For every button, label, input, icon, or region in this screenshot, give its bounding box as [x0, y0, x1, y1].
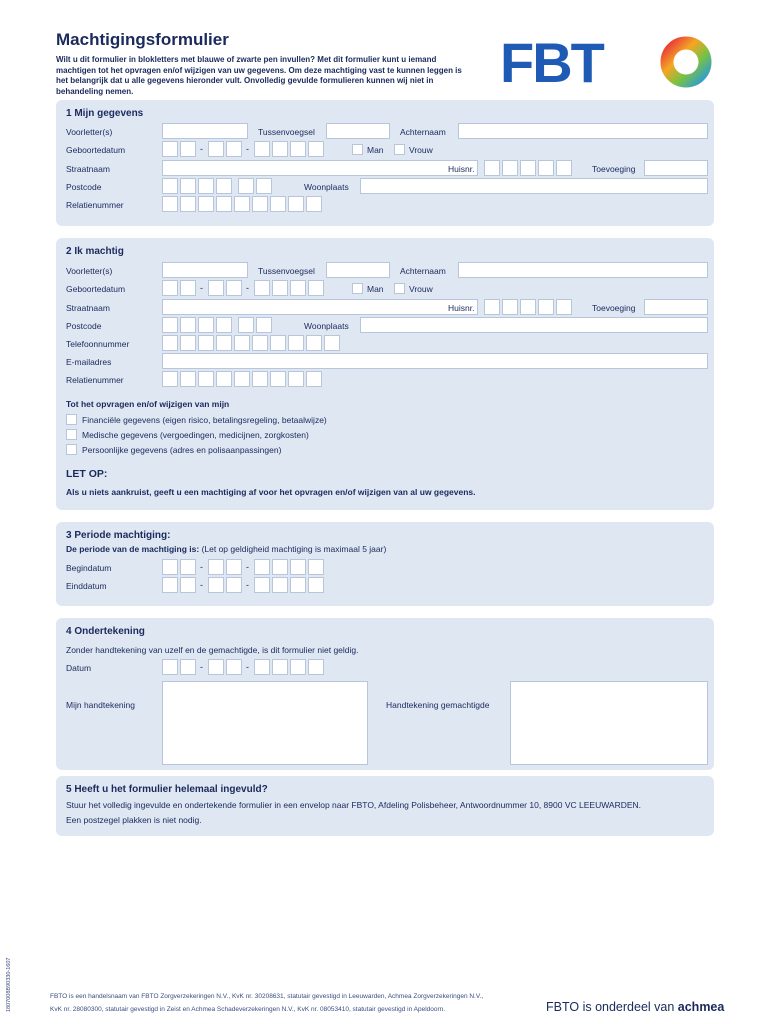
date-cell[interactable] [272, 559, 288, 575]
relatienummer-cell[interactable] [162, 196, 178, 212]
voorletters-input[interactable] [162, 262, 248, 278]
section-ik-machtig [56, 238, 714, 510]
letop-title: LET OP: [66, 468, 108, 480]
voorletters-input[interactable] [162, 123, 248, 139]
relatienummer-cell[interactable] [252, 371, 268, 387]
date-cell[interactable] [272, 280, 288, 296]
datum-label: Datum [66, 663, 92, 673]
straatnaam-input[interactable] [162, 160, 478, 176]
telefoon-cell[interactable] [270, 335, 286, 351]
date-separator: - [246, 562, 249, 572]
date-cell[interactable] [208, 577, 224, 593]
date-cell[interactable] [290, 141, 306, 157]
financiele-label: Financiële gegevens (eigen risico, betalingsregeling, betaalwijze) [82, 415, 327, 425]
section-5-title: 5 Heeft u het formulier helemaal ingevuld? [66, 784, 268, 795]
section-ingevuld [56, 776, 714, 836]
relatienummer-cell[interactable] [216, 371, 232, 387]
postcode-cell[interactable] [216, 317, 232, 333]
medische-checkbox[interactable] [66, 429, 77, 440]
huisnr-cell[interactable] [520, 160, 536, 176]
huisnr-label: Huisnr. [448, 303, 475, 313]
email-input[interactable] [162, 353, 708, 369]
date-cell[interactable] [226, 141, 242, 157]
mijn-handtekening-label: Mijn handtekening [66, 700, 135, 710]
postcode-cell[interactable] [256, 178, 272, 194]
section-1-title: 1 Mijn gegevens [66, 108, 144, 119]
achternaam-input[interactable] [458, 123, 708, 139]
persoonlijke-checkbox[interactable] [66, 444, 77, 455]
date-cell[interactable] [308, 141, 324, 157]
postcode-cell[interactable] [162, 317, 178, 333]
geboortedatum-label: Geboortedatum [66, 145, 126, 155]
date-cell[interactable] [308, 559, 324, 575]
huisnr-label: Huisnr. [448, 164, 475, 174]
huisnr-cell[interactable] [556, 299, 572, 315]
page-title: Machtigingsformulier [56, 30, 229, 49]
date-separator: - [200, 662, 203, 672]
relatienummer-cell[interactable] [234, 371, 250, 387]
date-cell[interactable] [254, 559, 270, 575]
relatienummer-cell[interactable] [270, 196, 286, 212]
telefoonnummer-label: Telefoonnummer [66, 339, 130, 349]
postcode-cell[interactable] [198, 317, 214, 333]
toevoeging-label: Toevoeging [592, 164, 636, 174]
date-cell[interactable] [254, 577, 270, 593]
tussenvoegsel-input[interactable] [326, 262, 390, 278]
huisnr-cell[interactable] [484, 299, 500, 315]
postcode-cell[interactable] [198, 178, 214, 194]
geboortedatum-label: Geboortedatum [66, 284, 126, 294]
telefoon-cell[interactable] [288, 335, 304, 351]
section-4-title: 4 Ondertekening [66, 626, 145, 637]
date-cell[interactable] [254, 141, 270, 157]
einddatum-label: Einddatum [66, 581, 107, 591]
date-cell[interactable] [226, 577, 242, 593]
scope-title: Tot het opvragen en/of wijzigen van mijn [66, 399, 230, 409]
date-separator: - [200, 144, 203, 154]
man-checkbox[interactable] [352, 144, 363, 155]
date-separator: - [200, 580, 203, 590]
date-cell[interactable] [308, 577, 324, 593]
periode-subtitle-bold: De periode van de machtiging is: [66, 544, 200, 554]
telefoon-cell[interactable] [180, 335, 196, 351]
date-cell[interactable] [180, 659, 196, 675]
fbto-logo [500, 36, 712, 88]
medische-label: Medische gegevens (vergoedingen, medicijnen, zorgkosten) [82, 430, 309, 440]
relatienummer-label: Relatienummer [66, 200, 124, 210]
section-2-title: 2 Ik machtig [66, 246, 124, 257]
section-3-title: 3 Periode machtiging: [66, 530, 171, 541]
vrouw-checkbox[interactable] [394, 283, 405, 294]
achternaam-label: Achternaam [400, 266, 446, 276]
handtekening-gemachtigde-box[interactable] [510, 681, 708, 765]
telefoon-cell[interactable] [162, 335, 178, 351]
voorletters-label: Voorletter(s) [66, 127, 113, 137]
relatienummer-cell[interactable] [198, 196, 214, 212]
postcode-label: Postcode [66, 182, 102, 192]
date-cell[interactable] [162, 280, 178, 296]
instructie-regel-1: Stuur het volledig ingevulde en ondertekende formulier in een envelop naar FBTO, Afdeling Polisbeheer, Antwoordnummer 10, 8900 VC LEEUWARDEN. [66, 800, 642, 810]
instructie-regel-2: Een postzegel plakken is niet nodig. [66, 815, 202, 825]
date-cell[interactable] [254, 280, 270, 296]
huisnr-cell[interactable] [502, 160, 518, 176]
man-label: Man [367, 145, 384, 155]
intro-text: Wilt u dit formulier in blokletters met blauwe of zwarte pen invullen? Met dit formulier kunt u iemand machtigen tot het opvragen en/of wijzigen van uw gegevens. Om deze machtiging vast te kunnen leggen is het belangrijk dat u alle gegevens hieronder vult. Onvolledig gevulde formulieren kunnen wij niet in behandeling nemen. [56, 55, 462, 96]
postcode-cell[interactable] [238, 317, 254, 333]
voorletters-label: Voorletter(s) [66, 266, 113, 276]
persoonlijke-label: Persoonlijke gegevens (adres en polisaanpassingen) [82, 445, 282, 455]
date-cell[interactable] [290, 659, 306, 675]
woonplaats-label: Woonplaats [304, 182, 349, 192]
date-separator: - [246, 283, 249, 293]
huisnr-cell[interactable] [538, 299, 554, 315]
toevoeging-input[interactable] [644, 160, 708, 176]
telefoon-cell[interactable] [252, 335, 268, 351]
woonplaats-input[interactable] [360, 178, 708, 194]
date-cell[interactable] [290, 577, 306, 593]
telefoon-cell[interactable] [234, 335, 250, 351]
relatienummer-cell[interactable] [162, 371, 178, 387]
logo-text: FBT [500, 36, 603, 88]
periode-subtitle-note: (Let op geldigheid machtiging is maximaal 5 jaar) [199, 544, 387, 554]
section-mijn-gegevens [56, 100, 714, 226]
woonplaats-input[interactable] [360, 317, 708, 333]
date-cell[interactable] [226, 659, 242, 675]
brand-prefix: FBTO is onderdeel van [546, 1000, 678, 1014]
achternaam-input[interactable] [458, 262, 708, 278]
letop-text: Als u niets aankruist, geeft u een machtiging af voor het opvragen en/of wijzigen van al uw gegevens. [66, 487, 476, 497]
relatienummer-cell[interactable] [270, 371, 286, 387]
relatienummer-cell[interactable] [216, 196, 232, 212]
postcode-cell[interactable] [238, 178, 254, 194]
date-cell[interactable] [180, 559, 196, 575]
date-cell[interactable] [162, 141, 178, 157]
date-separator: - [200, 562, 203, 572]
vrouw-checkbox[interactable] [394, 144, 405, 155]
date-cell[interactable] [180, 141, 196, 157]
relatienummer-cell[interactable] [180, 371, 196, 387]
date-cell[interactable] [308, 280, 324, 296]
relatienummer-cell[interactable] [306, 371, 322, 387]
relatienummer-cell[interactable] [252, 196, 268, 212]
achmea-brand [546, 1000, 724, 1014]
date-cell[interactable] [308, 659, 324, 675]
date-cell[interactable] [208, 280, 224, 296]
date-cell[interactable] [272, 659, 288, 675]
section-ondertekening [56, 618, 714, 770]
footer-line-2: KvK nr. 28080300, statutair gevestigd in Zeist en Achmea Schadeverzekeringen N.V., KvK nr. 08053410, statutair gevestigd in Apeldoorn. [50, 1006, 446, 1013]
postcode-label: Postcode [66, 321, 102, 331]
postcode-cell[interactable] [180, 178, 196, 194]
straatnaam-input[interactable] [162, 299, 478, 315]
huisnr-cell[interactable] [502, 299, 518, 315]
telefoon-cell[interactable] [324, 335, 340, 351]
footer-line-1: FBTO is een handelsnaam van FBTO Zorgverzekeringen N.V., KvK nr. 30208631, statutair gevestigd in Leeuwarden, Achmea Zorgverzekeringen N.V., [50, 993, 484, 1000]
date-cell[interactable] [180, 577, 196, 593]
email-label: E-mailadres [66, 357, 112, 367]
ondertekening-note: Zonder handtekening van uzelf en de gemachtigde, is dit formulier niet geldig. [66, 645, 359, 655]
postcode-cell[interactable] [162, 178, 178, 194]
date-cell[interactable] [162, 577, 178, 593]
date-cell[interactable] [162, 659, 178, 675]
tussenvoegsel-input[interactable] [326, 123, 390, 139]
date-cell[interactable] [208, 659, 224, 675]
date-cell[interactable] [226, 280, 242, 296]
date-cell[interactable] [180, 280, 196, 296]
toevoeging-label: Toevoeging [592, 303, 636, 313]
straatnaam-label: Straatnaam [66, 303, 110, 313]
date-separator: - [200, 283, 203, 293]
periode-subtitle [66, 544, 386, 554]
begindatum-label: Begindatum [66, 563, 112, 573]
date-cell[interactable] [162, 559, 178, 575]
vrouw-label: Vrouw [409, 284, 433, 294]
huisnr-cell[interactable] [484, 160, 500, 176]
huisnr-cell[interactable] [556, 160, 572, 176]
relatienummer-cell[interactable] [288, 371, 304, 387]
date-separator: - [246, 662, 249, 672]
date-cell[interactable] [290, 559, 306, 575]
document-code: 1807008B90330-1607 [6, 957, 12, 1012]
relatienummer-label: Relatienummer [66, 375, 124, 385]
mijn-handtekening-box[interactable] [162, 681, 368, 765]
date-cell[interactable] [272, 141, 288, 157]
huisnr-cell[interactable] [520, 299, 536, 315]
man-label: Man [367, 284, 384, 294]
relatienummer-cell[interactable] [288, 196, 304, 212]
huisnr-cell[interactable] [538, 160, 554, 176]
woonplaats-label: Woonplaats [304, 321, 349, 331]
relatienummer-cell[interactable] [306, 196, 322, 212]
date-cell[interactable] [208, 141, 224, 157]
tussenvoegsel-label: Tussenvoegsel [258, 127, 315, 137]
man-checkbox[interactable] [352, 283, 363, 294]
date-cell[interactable] [290, 280, 306, 296]
postcode-cell[interactable] [216, 178, 232, 194]
toevoeging-input[interactable] [644, 299, 708, 315]
relatienummer-cell[interactable] [180, 196, 196, 212]
date-cell[interactable] [272, 577, 288, 593]
postcode-cell[interactable] [180, 317, 196, 333]
achmea-logo-text: achmea [677, 1000, 725, 1014]
telefoon-cell[interactable] [216, 335, 232, 351]
postcode-cell[interactable] [256, 317, 272, 333]
achternaam-label: Achternaam [400, 127, 446, 137]
date-separator: - [246, 580, 249, 590]
handtekening-gemachtigde-label: Handtekening gemachtigde [386, 700, 490, 710]
date-cell[interactable] [208, 559, 224, 575]
relatienummer-cell[interactable] [198, 371, 214, 387]
date-cell[interactable] [226, 559, 242, 575]
financiele-checkbox[interactable] [66, 414, 77, 425]
telefoon-cell[interactable] [306, 335, 322, 351]
telefoon-cell[interactable] [198, 335, 214, 351]
vrouw-label: Vrouw [409, 145, 433, 155]
date-cell[interactable] [254, 659, 270, 675]
date-separator: - [246, 144, 249, 154]
relatienummer-cell[interactable] [234, 196, 250, 212]
section-periode [56, 522, 714, 606]
tussenvoegsel-label: Tussenvoegsel [258, 266, 315, 276]
straatnaam-label: Straatnaam [66, 164, 110, 174]
